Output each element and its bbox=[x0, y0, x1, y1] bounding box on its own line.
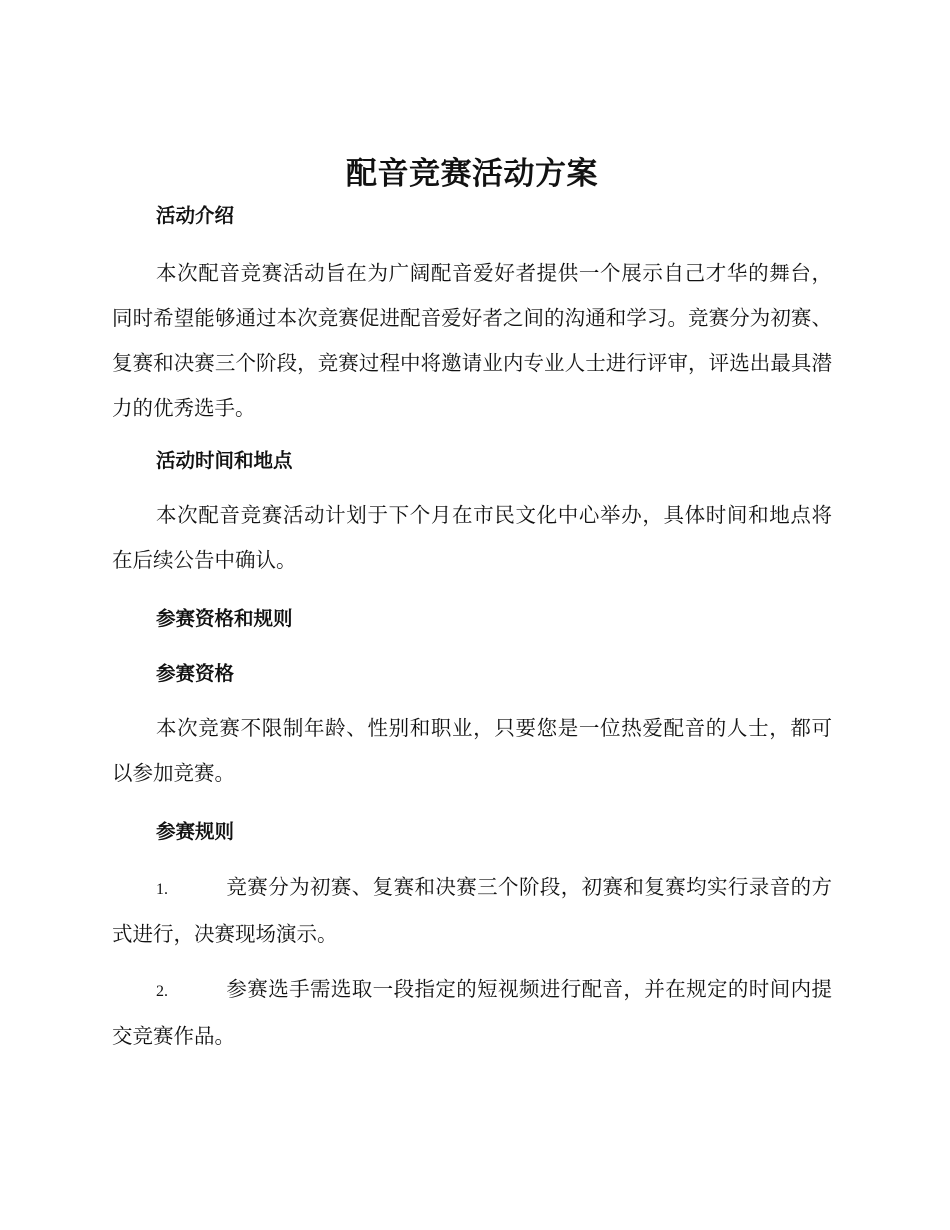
intro-paragraph: 本次配音竞赛活动旨在为广阔配音爱好者提供一个展示自己才华的舞台，同时希望能够通过本次竞赛促进配音爱好者之间的沟通和学习。竞赛分为初赛、复赛和决赛三个阶段，竞赛过程中将邀请业内专业人士进行评审，评选出最具潜力的优秀选手。 bbox=[112, 261, 832, 420]
time-location-paragraph: 本次配音竞赛活动计划于下个月在市民文化中心举办，具体时间和地点将在后续公告中确认。 bbox=[112, 503, 832, 572]
rule-number-2: 2. bbox=[156, 983, 168, 1000]
rule-item-2 bbox=[112, 967, 832, 1059]
rule-text-1: 竞赛分为初赛、复赛和决赛三个阶段，初赛和复赛均实行录音的方式进行，决赛现场演示。 bbox=[112, 875, 832, 946]
section-heading-time-location: 活动时间和地点 bbox=[156, 449, 293, 472]
section-heading-qualification-rules: 参赛资格和规则 bbox=[156, 607, 293, 630]
qualification-paragraph: 本次竞赛不限制年龄、性别和职业，只要您是一位热爱配音的人士，都可以参加竞赛。 bbox=[112, 716, 832, 785]
section-heading-intro: 活动介绍 bbox=[156, 204, 235, 227]
rule-text-2: 参赛选手需选取一段指定的短视频进行配音，并在规定的时间内提交竞赛作品。 bbox=[112, 977, 832, 1048]
section-heading-qualification: 参赛资格 bbox=[156, 662, 235, 685]
document-title: 配音竞赛活动方案 bbox=[346, 156, 598, 192]
document-content bbox=[112, 146, 832, 1059]
section-heading-rules: 参赛规则 bbox=[156, 820, 235, 843]
rule-number-1: 1. bbox=[156, 881, 168, 898]
rule-item-1 bbox=[112, 865, 832, 957]
